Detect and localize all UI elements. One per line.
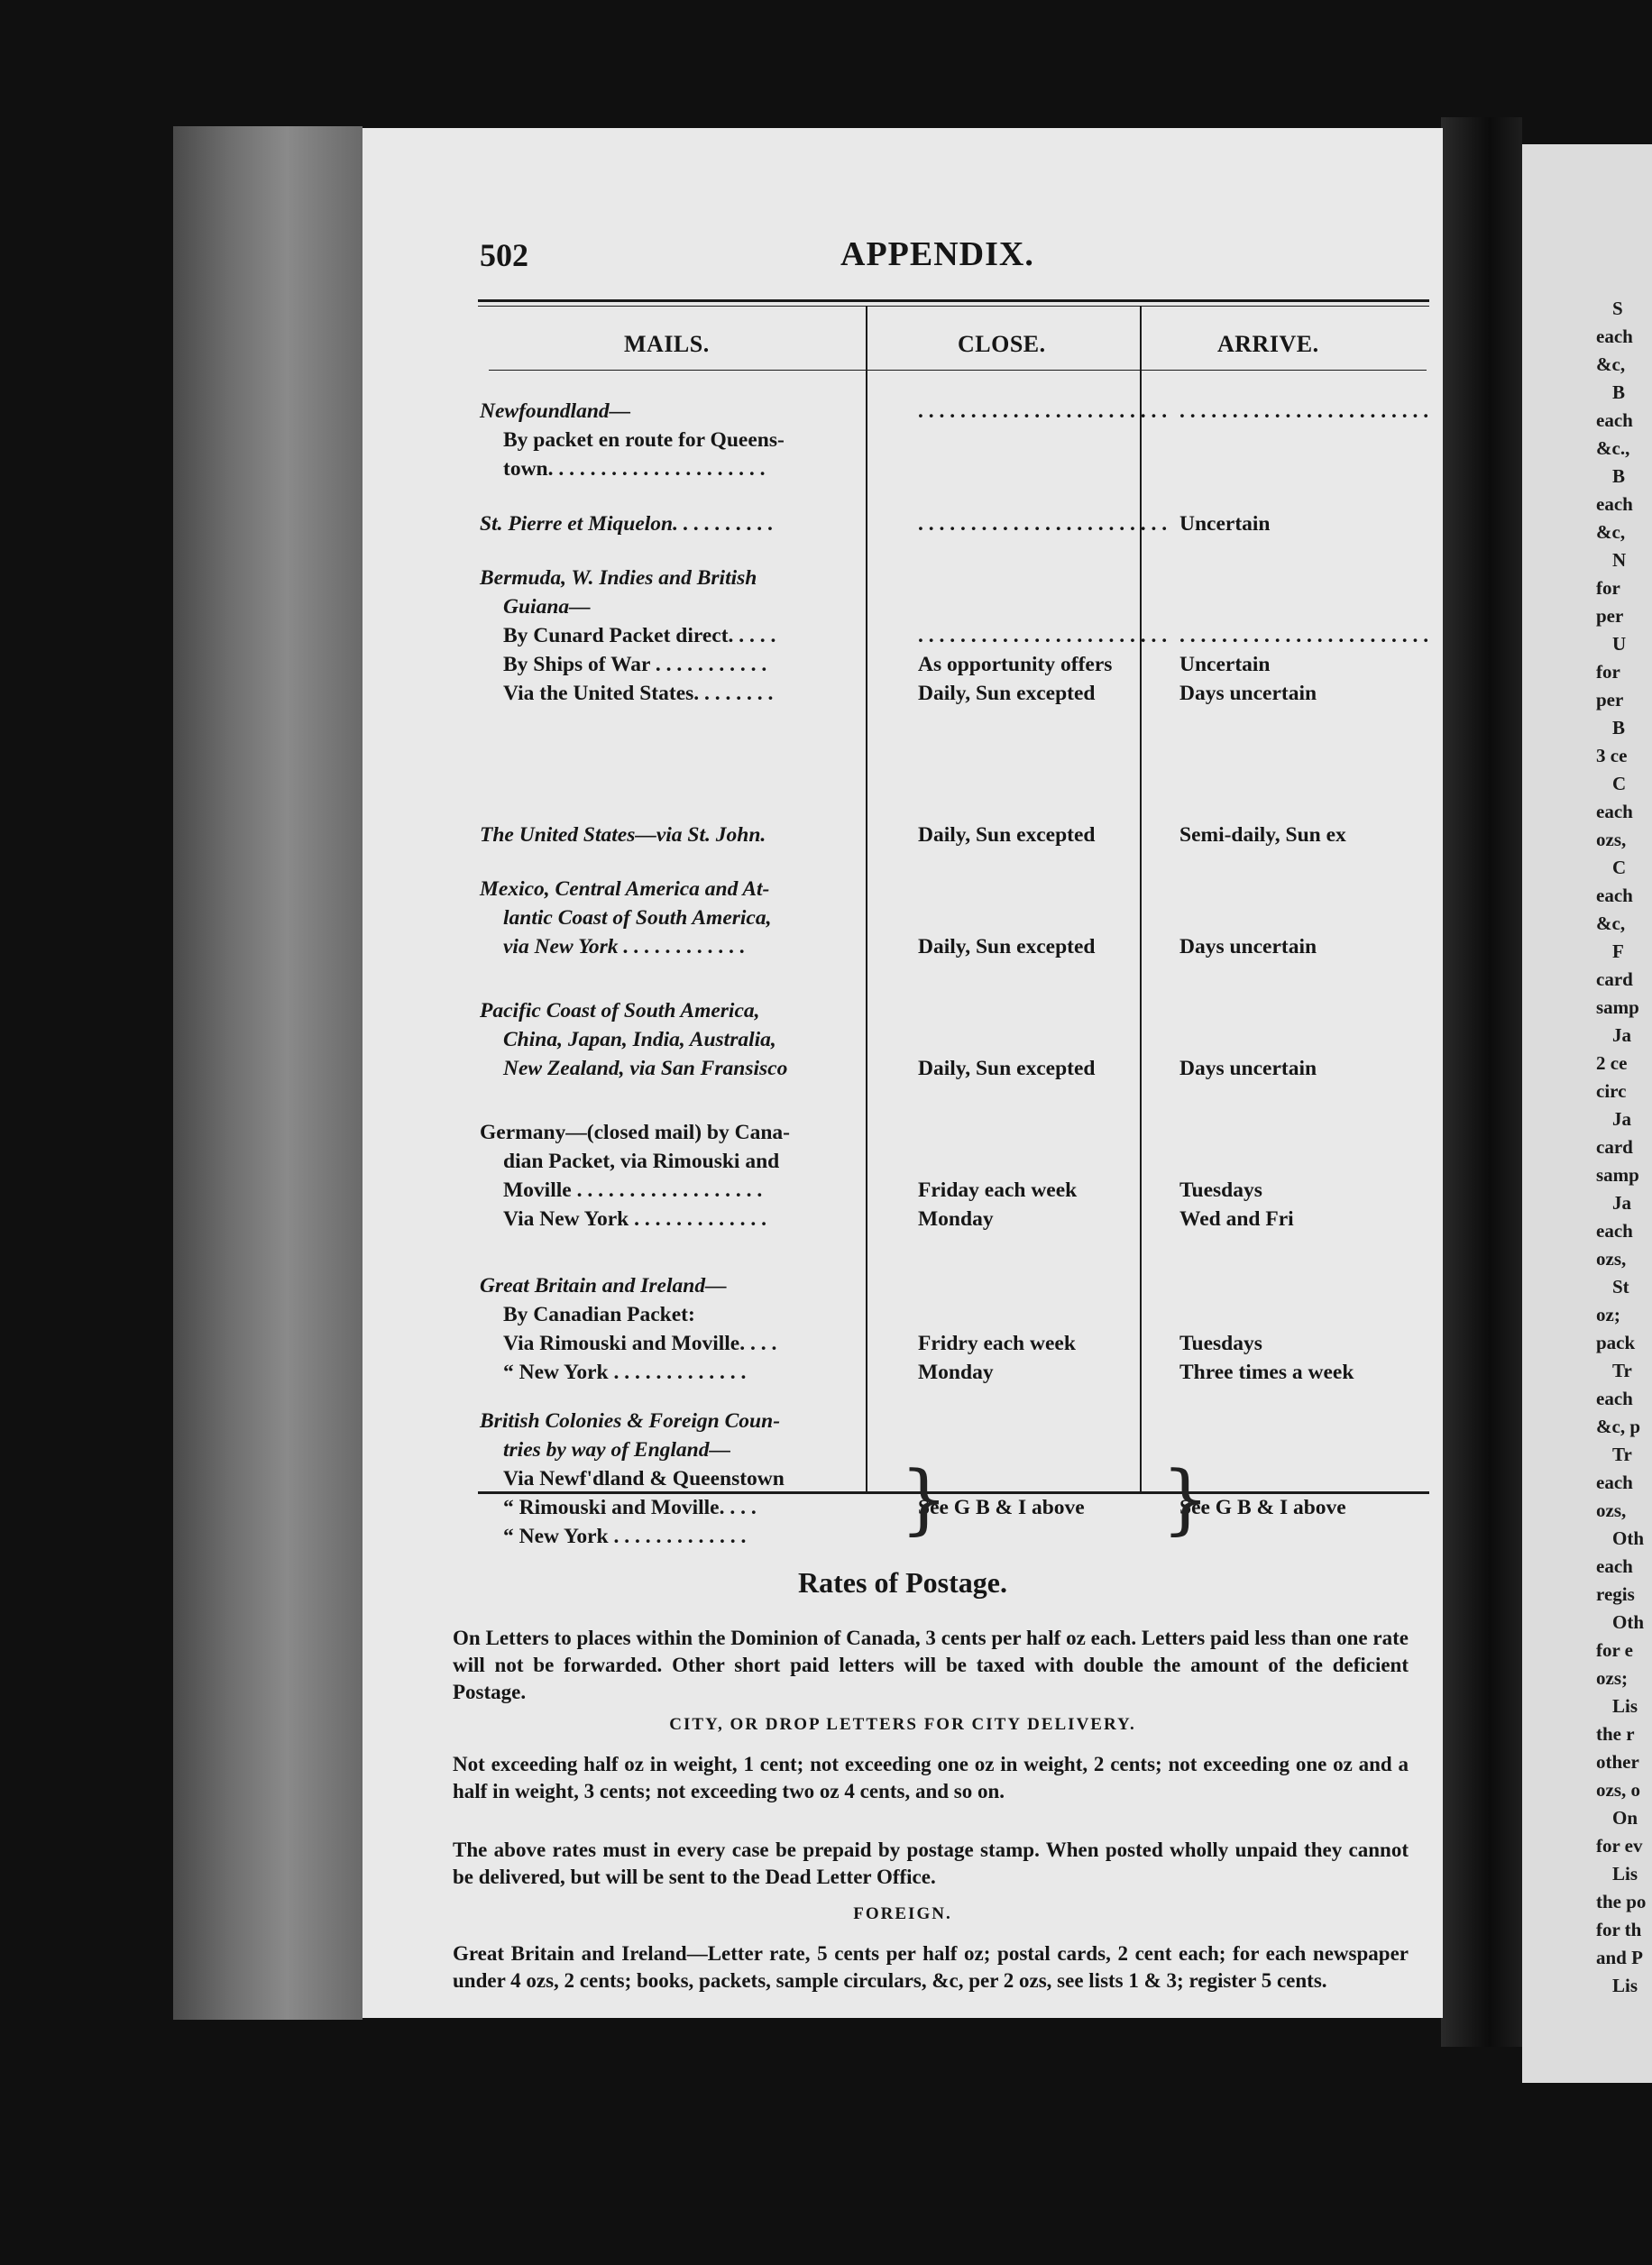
close-cell xyxy=(913,397,1174,454)
adjacent-page-fragment: samp xyxy=(1596,1164,1639,1186)
arrive-line xyxy=(1174,996,1436,1025)
mail-cell xyxy=(480,821,904,849)
adjacent-page-fragment: the r xyxy=(1596,1723,1635,1745)
arrive-line xyxy=(1174,1435,1436,1464)
mail-line: Pacific Coast of South America, xyxy=(480,999,760,1022)
adjacent-page xyxy=(1522,144,1652,2083)
mail-line: Newfoundland— xyxy=(480,399,631,423)
arrive-cell xyxy=(1174,397,1436,426)
prepaid-paragraph: The above rates must in every case be prepaid by postage stamp. When posted wholly unpaid they cannot be delivered, but will be sent to the Dead Letter Office. xyxy=(453,1839,1409,1888)
mail-line: dian Packet, via Rimouski and xyxy=(503,1150,780,1173)
close-cell xyxy=(913,509,1174,538)
adjacent-page-fragment: regis xyxy=(1596,1583,1635,1605)
arrive-line xyxy=(1174,1025,1436,1054)
mail-line: By Canadian Packet: xyxy=(503,1303,695,1326)
adjacent-page-fragment: samp xyxy=(1596,996,1639,1018)
adjacent-page-fragment: ozs, o xyxy=(1596,1779,1640,1801)
arrive-cell xyxy=(1174,996,1436,1083)
mail-line: tries by way of England— xyxy=(503,1438,730,1462)
brace-arrive: } xyxy=(1161,1454,1210,1543)
adjacent-page-fragment: card xyxy=(1596,968,1633,990)
mail-line: By packet en route for Queens- xyxy=(503,428,785,452)
adjacent-page-fragment: C xyxy=(1612,857,1627,878)
adjacent-page-fragment: each xyxy=(1596,1555,1633,1577)
arrive-cell xyxy=(1174,821,1436,849)
adjacent-page-fragment: each xyxy=(1596,1388,1633,1409)
page-number: 502 xyxy=(480,237,528,273)
close-cell xyxy=(913,564,1174,708)
arrive-line xyxy=(1174,875,1436,903)
arrive-cell xyxy=(1174,1118,1436,1233)
adjacent-page-fragment: B xyxy=(1612,717,1626,738)
close-line xyxy=(913,1407,1174,1435)
arrive-line: Three times a week xyxy=(1179,1361,1354,1384)
mail-line: China, Japan, India, Australia, xyxy=(503,1028,776,1051)
close-line: Monday xyxy=(918,1361,994,1384)
close-cell xyxy=(913,821,1174,849)
mail-line: Via the United States. . . . . . . . xyxy=(503,682,774,705)
adjacent-page-fragment: for th xyxy=(1596,1919,1642,1940)
mail-line: town. . . . . . . . . . . . . . . . . . . . . xyxy=(503,457,766,481)
close-line: Daily, Sun excepted xyxy=(918,823,1096,847)
adjacent-page-fragment: card xyxy=(1596,1136,1633,1158)
adjacent-page-fragment: B xyxy=(1612,465,1626,487)
mail-line: Great Britain and Ireland— xyxy=(480,1274,727,1298)
arrive-line: Days uncertain xyxy=(1179,935,1317,958)
adjacent-page-fragment: Tr xyxy=(1612,1444,1632,1465)
adjacent-page-fragment: ozs, xyxy=(1596,829,1627,850)
close-line: As opportunity offers xyxy=(918,653,1113,676)
page-heading: APPENDIX. xyxy=(840,235,1034,273)
adjacent-page-fragment: 3 ce xyxy=(1596,745,1628,766)
adjacent-page-fragment: Ja xyxy=(1612,1192,1631,1214)
mail-cell xyxy=(480,875,904,961)
close-line: Friday each week xyxy=(918,1178,1078,1202)
close-line: See G B & I above xyxy=(918,1496,1085,1519)
close-line xyxy=(913,903,1174,932)
adjacent-page-fragment: N xyxy=(1612,549,1627,571)
close-cell xyxy=(913,1118,1174,1233)
city-letters-paragraph: Not exceeding half oz in weight, 1 cent; not exceeding one oz in weight, 2 cents; not exceeding one oz and a half in weight, 3 cents; not exceeding two oz 4 cents, and so on. xyxy=(453,1753,1409,1802)
close-line xyxy=(913,564,1174,592)
arrive-line xyxy=(1174,1118,1436,1147)
arrive-line: See G B & I above xyxy=(1179,1496,1346,1519)
adjacent-page-fragment: each xyxy=(1596,1220,1633,1242)
arrive-line xyxy=(1174,1407,1436,1435)
adjacent-page-fragment: for e xyxy=(1596,1639,1634,1661)
close-line: Fridry each week xyxy=(918,1332,1076,1355)
adjacent-page-fragment: for xyxy=(1596,661,1620,683)
close-line xyxy=(913,426,1174,454)
adjacent-page-fragment: On xyxy=(1612,1807,1638,1829)
close-cell xyxy=(913,996,1174,1083)
arrive-cell xyxy=(1174,875,1436,961)
arrive-line xyxy=(1174,1147,1436,1176)
close-line: . . . . . . . . . . . . . . . . . . . . . . . . xyxy=(918,399,1168,423)
adjacent-page-fragment: Ja xyxy=(1612,1024,1631,1046)
column-header-rule xyxy=(489,370,1427,371)
close-cell xyxy=(913,1407,1174,1551)
mail-line: Mexico, Central America and At- xyxy=(480,877,770,901)
arrive-line xyxy=(1174,1522,1436,1551)
close-line: Daily, Sun excepted xyxy=(918,1057,1096,1080)
mail-line: By Ships of War . . . . . . . . . . . xyxy=(503,653,767,676)
adjacent-page-fragment: oz; xyxy=(1596,1304,1620,1325)
adjacent-page-fragment: U xyxy=(1612,633,1627,655)
mail-line: Moville . . . . . . . . . . . . . . . . . . xyxy=(503,1178,763,1202)
arrive-line: Days uncertain xyxy=(1179,682,1317,705)
arrive-line: Tuesdays xyxy=(1179,1178,1262,1202)
adjacent-page-fragment: S xyxy=(1612,298,1623,319)
adjacent-page-fragment: Oth xyxy=(1612,1611,1645,1633)
close-line xyxy=(913,1118,1174,1147)
close-line: Daily, Sun excepted xyxy=(918,682,1096,705)
adjacent-page-fragment: for xyxy=(1596,577,1620,599)
mail-line: “ Rimouski and Moville. . . . xyxy=(503,1496,757,1519)
adjacent-page-fragment: ozs, xyxy=(1596,1499,1627,1521)
adjacent-page-fragment: &c, p xyxy=(1596,1416,1640,1437)
column-header-arrive: ARRIVE. xyxy=(1217,331,1319,357)
close-line xyxy=(913,1435,1174,1464)
adjacent-page-fragment: Lis xyxy=(1612,1975,1638,1996)
mail-cell xyxy=(480,1271,904,1387)
adjacent-page-fragment: C xyxy=(1612,773,1627,794)
mail-line: Via Newf'dland & Queenstown xyxy=(503,1467,785,1490)
close-line: Daily, Sun excepted xyxy=(918,935,1096,958)
mail-line: lantic Coast of South America, xyxy=(503,906,772,930)
arrive-line xyxy=(1174,1300,1436,1329)
arrive-line: Wed and Fri xyxy=(1179,1207,1294,1231)
adjacent-page-fragment: each xyxy=(1596,801,1633,822)
adjacent-page-fragment: the po xyxy=(1596,1891,1647,1912)
arrive-line: Semi-daily, Sun ex xyxy=(1179,823,1346,847)
arrive-line: Uncertain xyxy=(1179,653,1271,676)
mail-cell xyxy=(480,564,904,708)
mail-line: “ New York . . . . . . . . . . . . . xyxy=(503,1525,747,1548)
arrive-cell xyxy=(1174,1271,1436,1387)
adjacent-page-fragment: Lis xyxy=(1612,1863,1638,1884)
arrive-line xyxy=(1174,903,1436,932)
mail-cell xyxy=(480,509,904,538)
adjacent-page-fragment: St xyxy=(1612,1276,1629,1298)
mail-line: St. Pierre et Miquelon. . . . . . . . . . xyxy=(480,512,774,536)
arrive-cell xyxy=(1174,1407,1436,1551)
mail-line: via New York . . . . . . . . . . . . xyxy=(503,935,746,958)
close-line xyxy=(913,1025,1174,1054)
close-line xyxy=(913,1464,1174,1493)
arrive-line xyxy=(1174,564,1436,592)
adjacent-page-fragment: Tr xyxy=(1612,1360,1632,1381)
book-page-edges xyxy=(173,126,363,2020)
close-line xyxy=(913,875,1174,903)
mail-line: Via Rimouski and Moville. . . . xyxy=(503,1332,777,1355)
adjacent-page-fragment: each xyxy=(1596,493,1633,515)
document-page xyxy=(363,128,1443,2018)
adjacent-page-fragment: circ xyxy=(1596,1080,1627,1102)
mail-line: The United States—via St. John. xyxy=(480,823,766,847)
adjacent-page-fragment: ozs, xyxy=(1596,1248,1627,1270)
close-line xyxy=(913,1147,1174,1176)
mail-line: Bermuda, W. Indies and British xyxy=(480,566,757,590)
close-line: . . . . . . . . . . . . . . . . . . . . . . . . xyxy=(918,512,1168,536)
foreign-heading: FOREIGN. xyxy=(853,1904,952,1923)
column-header-close: CLOSE. xyxy=(958,331,1046,357)
book-gutter xyxy=(1441,117,1522,2047)
arrive-line: Tuesdays xyxy=(1179,1332,1262,1355)
column-header-mails: MAILS. xyxy=(624,331,710,357)
close-line xyxy=(913,996,1174,1025)
adjacent-page-fragment: &c., xyxy=(1596,437,1630,459)
mail-cell xyxy=(480,1118,904,1233)
mail-cell xyxy=(480,397,904,483)
rates-title: Rates of Postage. xyxy=(798,1566,1007,1599)
city-letters-heading: CITY, OR DROP LETTERS FOR CITY DELIVERY. xyxy=(669,1715,1136,1734)
arrive-line: Uncertain xyxy=(1179,512,1271,536)
adjacent-page-fragment: &c, xyxy=(1596,521,1626,543)
arrive-cell xyxy=(1174,509,1436,538)
close-line: . . . . . . . . . . . . . . . . . . . . . . . . xyxy=(918,624,1168,647)
adjacent-page-fragment: each xyxy=(1596,409,1633,431)
close-line: Monday xyxy=(918,1207,994,1231)
close-cell xyxy=(913,875,1174,961)
mail-line: Germany—(closed mail) by Cana- xyxy=(480,1121,790,1144)
adjacent-page-fragment: 2 ce xyxy=(1596,1052,1628,1074)
arrive-line xyxy=(1174,592,1436,621)
adjacent-page-fragment: Ja xyxy=(1612,1108,1631,1130)
adjacent-page-fragment: B xyxy=(1612,381,1626,403)
arrive-line: . . . . . . . . . . . . . . . . . . . . . . . . xyxy=(1179,624,1429,647)
adjacent-page-fragment: ozs; xyxy=(1596,1667,1628,1689)
adjacent-page-fragment: each xyxy=(1596,885,1633,906)
adjacent-page-fragment: other xyxy=(1596,1751,1639,1773)
arrive-line: . . . . . . . . . . . . . . . . . . . . . . . . xyxy=(1179,399,1429,423)
foreign-paragraph: Great Britain and Ireland—Letter rate, 5 cents per half oz; postal cards, 2 cent each; for each newspaper under 4 ozs, 2 cents; books, packets, sample circulars, &c, per 2 ozs, see lists 1 & 3; register 5 cents. xyxy=(453,1942,1409,1992)
brace-close: } xyxy=(900,1454,949,1543)
header-rule-thin xyxy=(478,306,1429,307)
mail-cell xyxy=(480,996,904,1083)
rates-intro-paragraph: On Letters to places within the Dominion of Canada, 3 cents per half oz each. Letters paid less than one rate will not be forwarded. Other short paid letters will be taxed with double the amount of the deficient Postage. xyxy=(453,1627,1409,1703)
close-line xyxy=(913,592,1174,621)
adjacent-page-fragment: per xyxy=(1596,689,1624,711)
mail-cell xyxy=(480,1407,904,1551)
close-line xyxy=(913,1300,1174,1329)
adjacent-page-fragment: each xyxy=(1596,1472,1633,1493)
adjacent-page-fragment: and P xyxy=(1596,1947,1643,1968)
mail-line: New Zealand, via San Fransisco xyxy=(503,1057,788,1080)
close-line xyxy=(913,1271,1174,1300)
adjacent-page-fragment: for ev xyxy=(1596,1835,1643,1857)
arrive-cell xyxy=(1174,564,1436,708)
mail-line: Guiana— xyxy=(503,595,591,619)
adjacent-page-fragment: &c, xyxy=(1596,912,1626,934)
adjacent-page-fragment: Oth xyxy=(1612,1527,1645,1549)
adjacent-page-fragment: per xyxy=(1596,605,1624,627)
arrive-line xyxy=(1174,1271,1436,1300)
adjacent-page-fragment: &c, xyxy=(1596,353,1626,375)
mail-line: By Cunard Packet direct. . . . . xyxy=(503,624,776,647)
mail-line: Via New York . . . . . . . . . . . . . xyxy=(503,1207,766,1231)
adjacent-page-fragment: F xyxy=(1612,940,1624,962)
arrive-line: Days uncertain xyxy=(1179,1057,1317,1080)
adjacent-page-fragment: pack xyxy=(1596,1332,1636,1353)
close-line xyxy=(913,1522,1174,1551)
arrive-line xyxy=(1174,1464,1436,1493)
mail-line: “ New York . . . . . . . . . . . . . xyxy=(503,1361,747,1384)
header-rule xyxy=(478,299,1429,302)
mail-line: British Colonies & Foreign Coun- xyxy=(480,1409,781,1433)
close-cell xyxy=(913,1271,1174,1387)
adjacent-page-fragment: each xyxy=(1596,326,1633,347)
adjacent-page-fragment: Lis xyxy=(1612,1695,1638,1717)
